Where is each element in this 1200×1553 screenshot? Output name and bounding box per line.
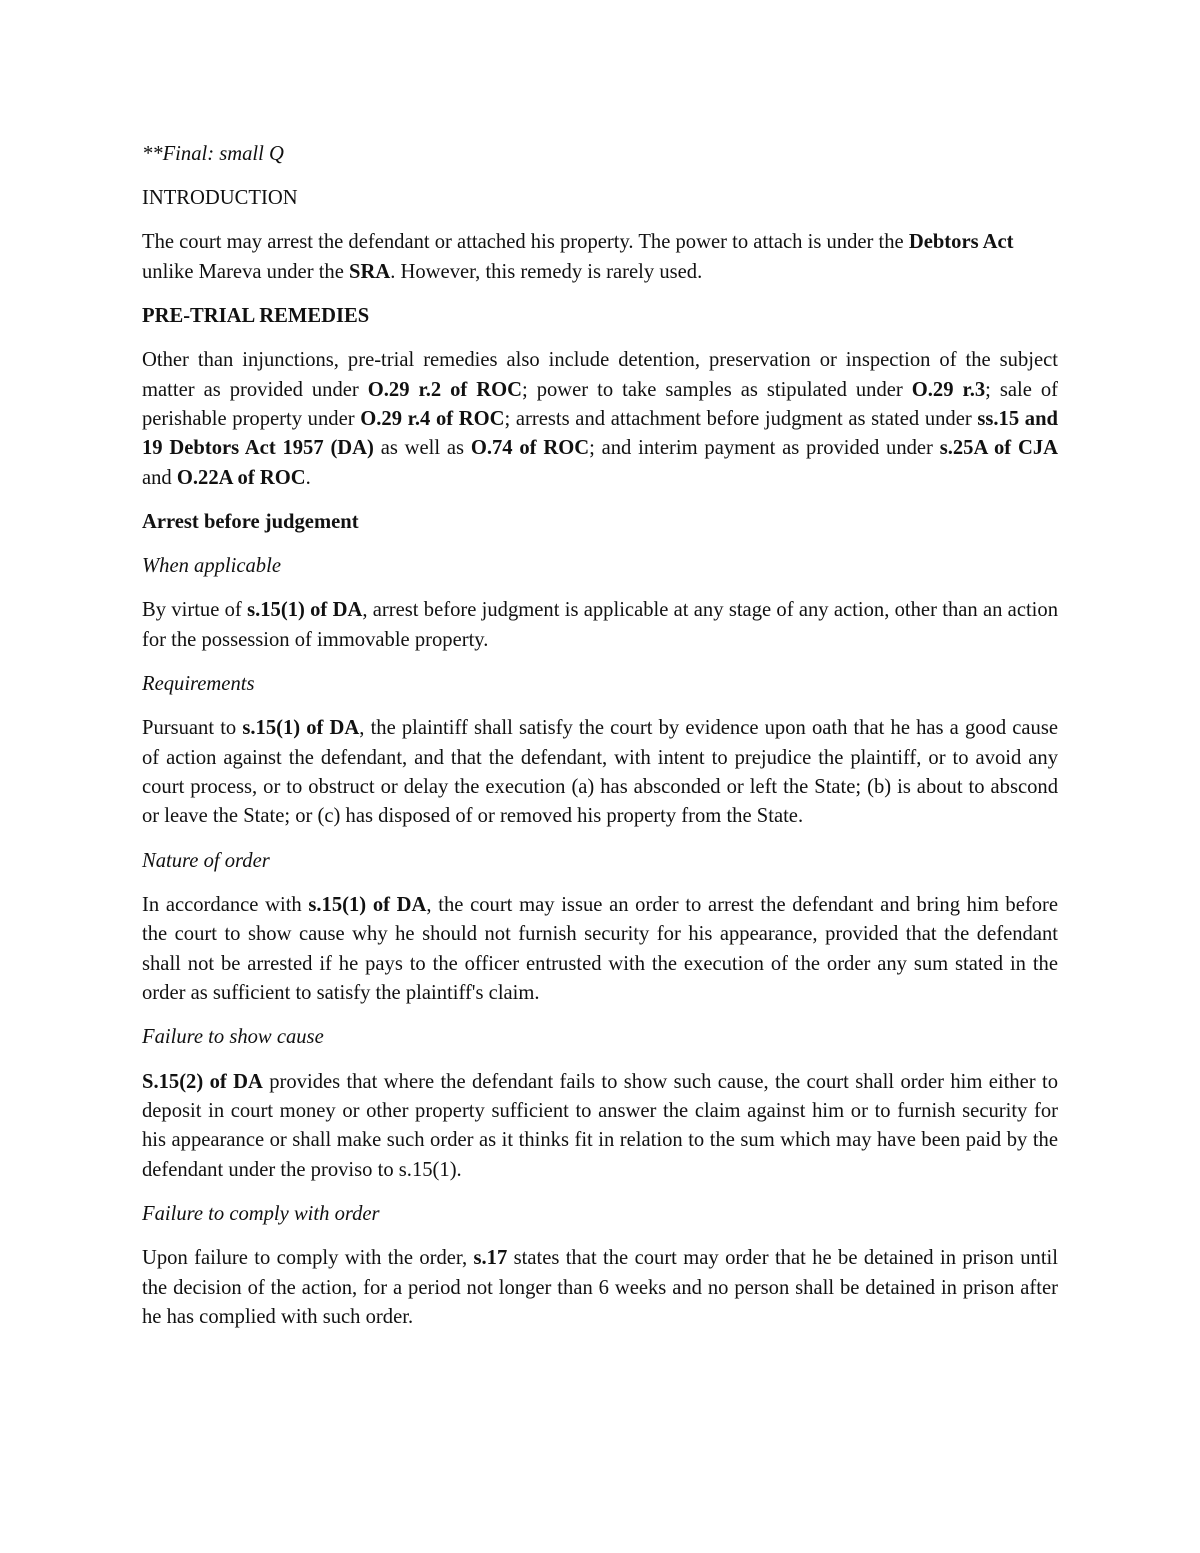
nature-of-order-paragraph: In accordance with s.15(1) of DA, the court may issue an order to arrest the defendant and bring him before the court to show cause why he should not furnish security for his appearance, provided that the defendant shall not be arrested if he pays to the officer entrusted with the execution of the order any sum stated in the order as sufficient to satisfy the plaintiff's claim. <box>142 893 1058 1005</box>
when-applicable-heading: When applicable <box>142 555 281 578</box>
pretrial-heading: PRE-TRIAL REMEDIES <box>142 305 370 328</box>
final-note: **Final: small Q <box>142 143 284 165</box>
failure-show-cause-paragraph: S.15(2) of DA provides that where the defendant fails to show such cause, the court shall order him either to deposit in court money or other property sufficient to answer the claim against him or to furnish security for his appearance or shall make such order as it thinks fit in relation to the sum which may have been paid by the defendant under the proviso to s.15(1). <box>142 1070 1058 1181</box>
pretrial-paragraph: Other than injunctions, pre-trial remedies also include detention, preservation or inspection of the subject matter as provided under O.29 r.2 of ROC; power to take samples as stipulated under O.29 r.3; sale of perishable property under O.29 r.4 of ROC; arrests and attachment before judgment as stated under ss.15 and 19 Debtors Act 1957 (DA) as well as O.74 of ROC; and interim payment as provided under s.25A of CJA and O.22A of ROC. <box>142 349 1059 489</box>
failure-show-cause-heading: Failure to show cause <box>142 1026 324 1049</box>
nature-of-order-heading: Nature of order <box>142 849 270 872</box>
failure-comply-heading: Failure to comply with order <box>142 1202 380 1225</box>
document-page <box>142 140 1058 1347</box>
failure-comply-paragraph: Upon failure to comply with the order, s.17 states that the court may order that he be detained in prison until the decision of the action, for a period not longer than 6 weeks and no person shall be detained in prison after he has complied with such order. <box>142 1247 1058 1328</box>
requirements-paragraph: Pursuant to s.15(1) of DA, the plaintiff shall satisfy the court by evidence upon oath that he has a good cause of action against the defendant, and that the defendant, with intent to prejudice the plaintiff, or to avoid any court process, or to obstruct or delay the execution (a) has absconded or left the State; (b) is about to abscond or leave the State; or (c) has disposed of or removed his property from the State. <box>142 717 1058 828</box>
requirements-heading: Requirements <box>142 673 255 696</box>
arrest-heading: Arrest before judgement <box>142 511 359 534</box>
introduction-paragraph: The court may arrest the defendant or attached his property. The power to attach is under the Debtors Act unlike Mareva under the SRA. However, this remedy is rarely used. <box>142 231 1014 283</box>
introduction-heading: INTRODUCTION <box>142 187 298 210</box>
when-applicable-paragraph: By virtue of s.15(1) of DA, arrest before judgment is applicable at any stage of any action, other than an action for the possession of immovable property. <box>142 599 1058 651</box>
